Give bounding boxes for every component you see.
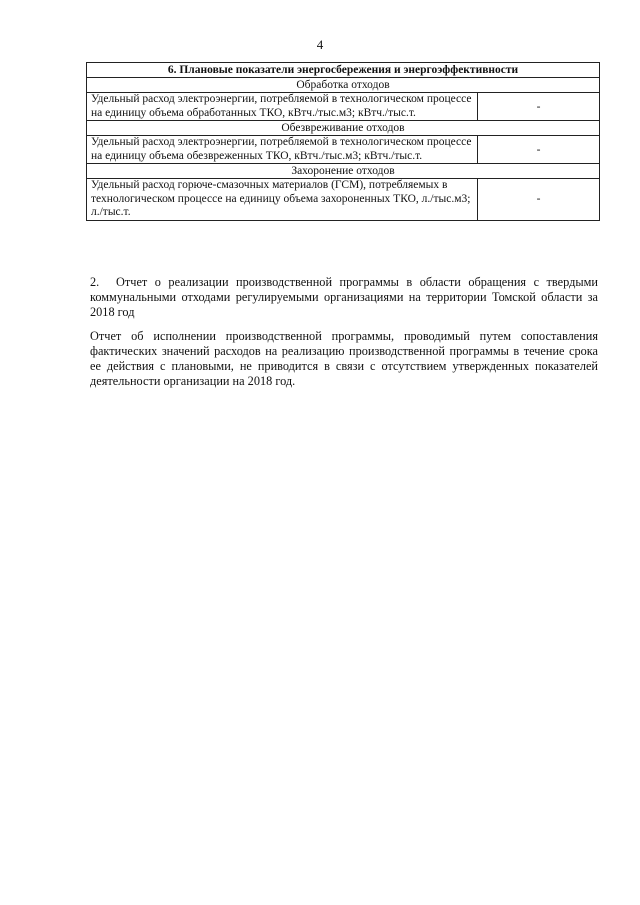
section-heading-row [87,121,600,136]
report-paragraph: Отчет об исполнении производственной программы, проводимый путем сопоставления фактических значений расходов на реализацию производственной программы в течение срока ее действия с плановыми, не приводится в связи с отсутствием утвержденных показателей деятельности организации на 2018 год. [90,329,598,388]
section-heading-row [87,78,600,93]
indicator-description: Удельный расход горюче-смазочных материалов (ГСМ), потребляемых в технологическом процессе на единицу объема захороненных ТКО, л./тыс.м3; л./тыс.т. [87,179,478,221]
page-number: 4 [316,37,324,52]
table-row [87,136,600,164]
table-title-row [87,63,600,78]
section-2-number: 2. [90,275,100,289]
indicator-value: - [478,136,600,164]
indicator-description: Удельный расход электроэнергии, потребляемой в технологическом процессе на единицу объема обработанных ТКО, кВтч./тыс.м3; кВтч./тыс.т. [87,93,478,121]
section-heading-row [87,164,600,179]
indicator-description: Удельный расход электроэнергии, потребляемой в технологическом процессе на единицу объема обезвреженных ТКО, кВтч./тыс.м3; кВтч./тыс.т. [87,136,478,164]
table-title: 6. Плановые показатели энергосбережения и энергоэффективности [87,63,600,78]
section-heading-processing: Обработка отходов [87,78,600,93]
section-2-text: Отчет о реализации производственной программы в области обращения с твердыми коммунальными отходами регулируемыми организациями на территории Томской области за 2018 год [90,275,598,319]
indicator-value: - [478,179,600,221]
table-row [87,179,600,221]
section-heading-neutralization: Обезвреживание отходов [87,121,600,136]
table-row [87,93,600,121]
energy-indicators-table [86,62,600,221]
section-2-paragraph [90,275,598,320]
indicator-value: - [478,93,600,121]
section-heading-disposal: Захоронение отходов [87,164,600,179]
